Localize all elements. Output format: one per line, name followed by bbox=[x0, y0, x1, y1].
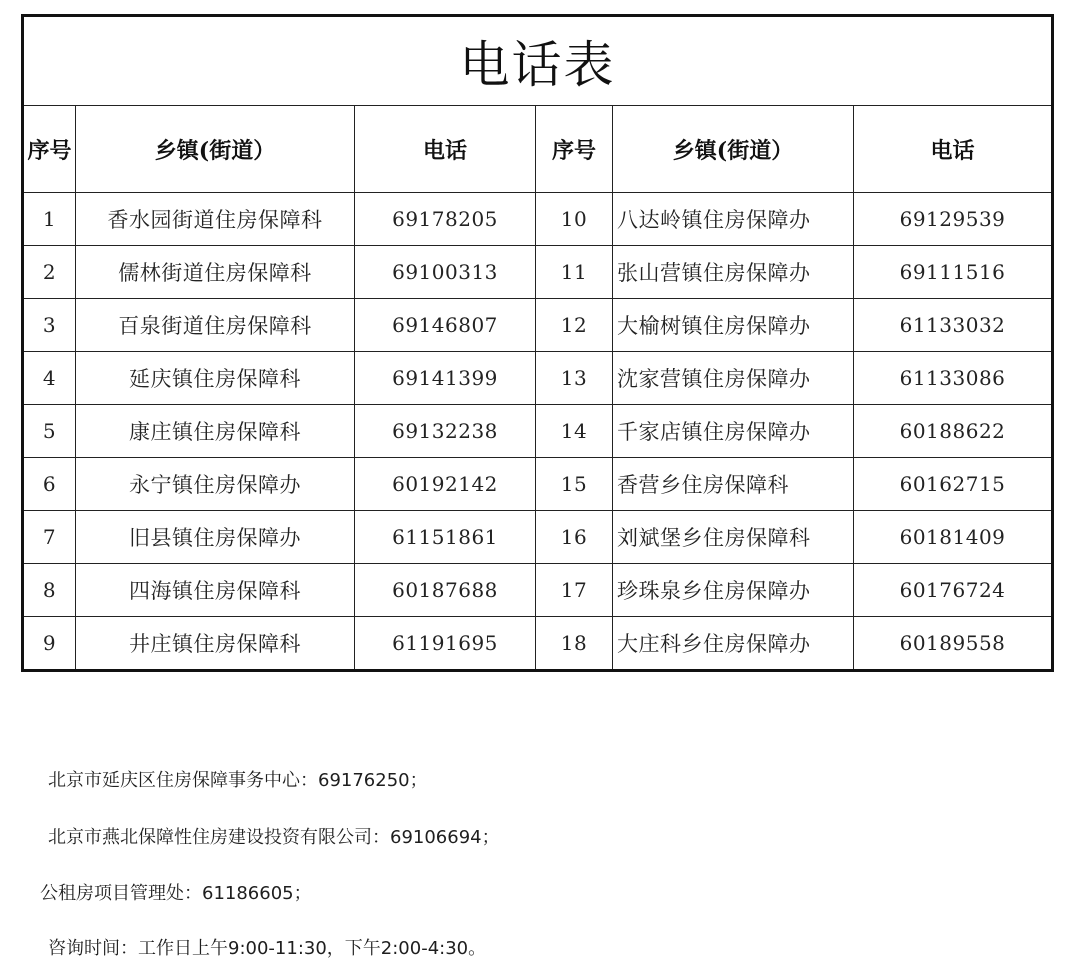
table-row bbox=[23, 405, 1053, 458]
note-yanbei-company: 北京市燕北保障性住房建设投资有限公司：69106694； bbox=[48, 827, 500, 848]
cell-town: 井庄镇住房保障科 bbox=[76, 617, 355, 671]
cell-phone: 60189558 bbox=[854, 617, 1053, 671]
cell-phone: 69146807 bbox=[355, 299, 536, 352]
cell-town: 康庄镇住房保障科 bbox=[76, 405, 355, 458]
cell-phone: 69100313 bbox=[355, 246, 536, 299]
cell-seq: 12 bbox=[536, 299, 613, 352]
cell-seq: 15 bbox=[536, 458, 613, 511]
cell-seq: 5 bbox=[23, 405, 76, 458]
cell-phone: 69141399 bbox=[355, 352, 536, 405]
cell-town: 沈家营镇住房保障办 bbox=[613, 352, 854, 405]
cell-town: 儒林街道住房保障科 bbox=[76, 246, 355, 299]
cell-phone: 61151861 bbox=[355, 511, 536, 564]
cell-town: 八达岭镇住房保障办 bbox=[613, 193, 854, 246]
cell-phone: 60192142 bbox=[355, 458, 536, 511]
table-row bbox=[23, 193, 1053, 246]
cell-town: 大榆树镇住房保障办 bbox=[613, 299, 854, 352]
cell-seq: 6 bbox=[23, 458, 76, 511]
cell-seq: 18 bbox=[536, 617, 613, 671]
header-town-left: 乡镇(街道） bbox=[76, 106, 355, 193]
cell-town: 永宁镇住房保障办 bbox=[76, 458, 355, 511]
table-row bbox=[23, 352, 1053, 405]
cell-seq: 16 bbox=[536, 511, 613, 564]
cell-seq: 13 bbox=[536, 352, 613, 405]
header-seq-left: 序号 bbox=[23, 106, 76, 193]
cell-town: 延庆镇住房保障科 bbox=[76, 352, 355, 405]
cell-town: 珍珠泉乡住房保障办 bbox=[613, 564, 854, 617]
cell-phone: 60162715 bbox=[854, 458, 1053, 511]
phone-table bbox=[21, 14, 1054, 672]
cell-town: 大庄科乡住房保障办 bbox=[613, 617, 854, 671]
table-row bbox=[23, 511, 1053, 564]
cell-phone: 60188622 bbox=[854, 405, 1053, 458]
cell-seq: 9 bbox=[23, 617, 76, 671]
cell-seq: 14 bbox=[536, 405, 613, 458]
table-row bbox=[23, 617, 1053, 671]
cell-town: 香水园街道住房保障科 bbox=[76, 193, 355, 246]
cell-phone: 60176724 bbox=[854, 564, 1053, 617]
table-title: 电话表 bbox=[23, 16, 1053, 106]
table-row bbox=[23, 299, 1053, 352]
header-phone-left: 电话 bbox=[355, 106, 536, 193]
cell-phone: 61133086 bbox=[854, 352, 1053, 405]
cell-town: 百泉街道住房保障科 bbox=[76, 299, 355, 352]
cell-town: 香营乡住房保障科 bbox=[613, 458, 854, 511]
cell-phone: 69129539 bbox=[854, 193, 1053, 246]
cell-town: 四海镇住房保障科 bbox=[76, 564, 355, 617]
table-row bbox=[23, 458, 1053, 511]
cell-seq: 11 bbox=[536, 246, 613, 299]
table-row bbox=[23, 246, 1053, 299]
cell-seq: 1 bbox=[23, 193, 76, 246]
cell-seq: 4 bbox=[23, 352, 76, 405]
header-town-right: 乡镇(街道） bbox=[613, 106, 854, 193]
cell-town: 刘斌堡乡住房保障科 bbox=[613, 511, 854, 564]
cell-phone: 69132238 bbox=[355, 405, 536, 458]
note-hours: 咨询时间：工作日上午9:00-11:30，下午2:00-4:30。 bbox=[48, 938, 487, 959]
cell-seq: 10 bbox=[536, 193, 613, 246]
cell-seq: 7 bbox=[23, 511, 76, 564]
note-public-rental: 公租房项目管理处：61186605； bbox=[40, 883, 312, 904]
cell-phone: 60187688 bbox=[355, 564, 536, 617]
cell-phone: 61191695 bbox=[355, 617, 536, 671]
cell-town: 千家店镇住房保障办 bbox=[613, 405, 854, 458]
header-phone-right: 电话 bbox=[854, 106, 1053, 193]
cell-phone: 69111516 bbox=[854, 246, 1053, 299]
cell-seq: 8 bbox=[23, 564, 76, 617]
cell-town: 旧县镇住房保障办 bbox=[76, 511, 355, 564]
table-row bbox=[23, 564, 1053, 617]
cell-phone: 60181409 bbox=[854, 511, 1053, 564]
table-body bbox=[23, 193, 1053, 671]
cell-phone: 61133032 bbox=[854, 299, 1053, 352]
cell-seq: 17 bbox=[536, 564, 613, 617]
cell-seq: 3 bbox=[23, 299, 76, 352]
note-housing-center: 北京市延庆区住房保障事务中心：69176250； bbox=[48, 770, 428, 791]
header-seq-right: 序号 bbox=[536, 106, 613, 193]
cell-phone: 69178205 bbox=[355, 193, 536, 246]
cell-town: 张山营镇住房保障办 bbox=[613, 246, 854, 299]
cell-seq: 2 bbox=[23, 246, 76, 299]
header-row bbox=[23, 106, 1053, 193]
